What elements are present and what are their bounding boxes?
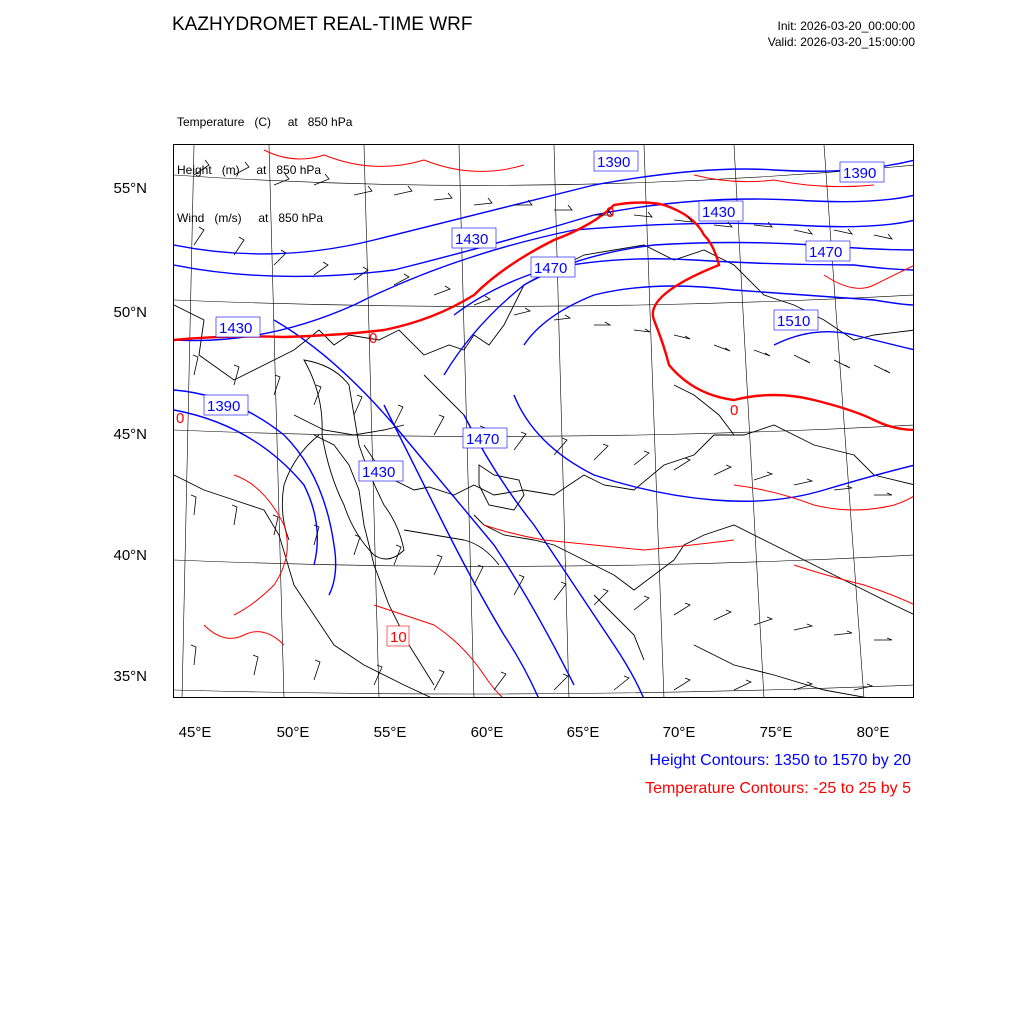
lat-label-50: 50°N: [113, 304, 147, 321]
lon-label-50: 50°E: [276, 724, 310, 741]
height-label-1430d: 1430: [362, 464, 396, 481]
sea-outline: [282, 360, 404, 559]
lon-label-75: 75°E: [759, 724, 793, 741]
height-label-1470b: 1470: [534, 260, 568, 277]
height-label-1510: 1510: [777, 313, 811, 330]
height-field: Height (m) at 850 hPa: [177, 163, 322, 177]
map-title: KAZHYDROMET REAL-TIME WRF: [172, 14, 473, 35]
lon-label-55: 55°E: [373, 724, 407, 741]
graticule: [174, 145, 914, 698]
lat-label-40: 40°N: [113, 547, 147, 564]
lon-label-60: 60°E: [470, 724, 504, 741]
lon-label-65: 65°E: [566, 724, 600, 741]
height-label-1430b: 1430: [455, 231, 489, 248]
temperature-contours-legend: Temperature Contours: -25 to 25 by 5: [645, 780, 911, 797]
height-label-1430c: 1430: [219, 320, 253, 337]
weather-map: [174, 145, 914, 698]
height-label-1390a: 1390: [597, 154, 631, 171]
valid-time: Valid: 2026-03-20_15:00:00: [767, 35, 915, 49]
lat-label-35: 35°N: [113, 668, 147, 685]
lon-label-80: 80°E: [856, 724, 890, 741]
lon-label-70: 70°E: [662, 724, 696, 741]
init-time: Init: 2026-03-20_00:00:00: [777, 19, 915, 33]
height-contours-legend: Height Contours: 1350 to 1570 by 20: [649, 752, 911, 769]
height-label-1470a: 1470: [809, 244, 843, 261]
temp-label-0a: 0: [369, 330, 378, 347]
temp-label-0b: 0: [606, 204, 615, 221]
lat-label-55: 55°N: [113, 180, 147, 197]
wind-field: Wind (m/s) at 850 hPa: [177, 211, 324, 225]
temp-label-0c: 0: [730, 402, 739, 419]
lon-label-45: 45°E: [178, 724, 212, 741]
height-label-1390b: 1390: [843, 165, 877, 182]
height-contour-labels: [204, 151, 884, 481]
height-label-1470c: 1470: [466, 431, 500, 448]
height-label-1430a: 1430: [702, 204, 736, 221]
temp-label-0d: 0: [176, 410, 185, 427]
temperature-field: Temperature (C) at 850 hPa: [177, 115, 353, 129]
lat-label-45: 45°N: [113, 426, 147, 443]
time-info: [768, 18, 915, 50]
temp-label-10: 10: [390, 629, 407, 646]
height-contours: [174, 160, 914, 698]
wind-barbs: [191, 160, 892, 690]
height-label-1390c: 1390: [207, 398, 241, 415]
map-panel: [173, 144, 914, 698]
